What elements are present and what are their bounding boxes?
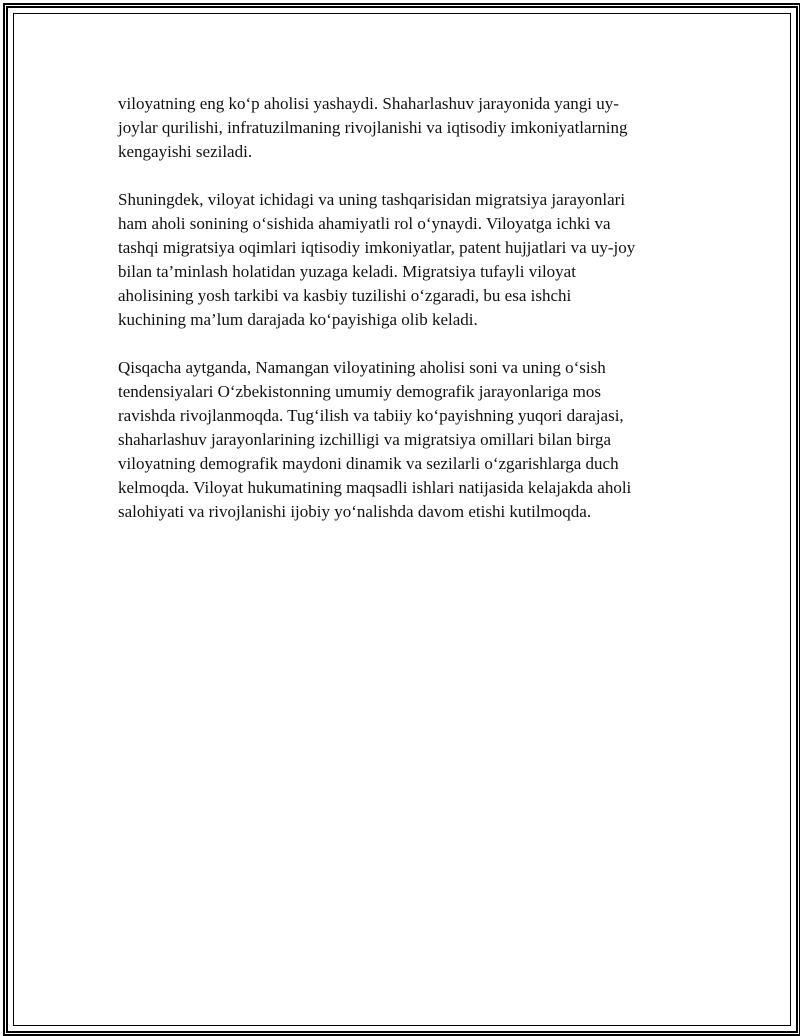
text-line: viloyatning eng ko‘p aholisi yashaydi. Shaharlashuv jarayonida yangi uy- bbox=[118, 94, 619, 113]
text-line: kelmoqda. Viloyat hukumatining maqsadli ishlari natijasida kelajakda aholi bbox=[118, 478, 632, 497]
text-line: Shuningdek, viloyat ichidagi va uning tashqarisidan migratsiya jarayonlari bbox=[118, 190, 626, 209]
text-line: kuchining ma’lum darajada ko‘payishiga olib keladi. bbox=[118, 310, 478, 329]
text-line: Qisqacha aytganda, Namangan viloyatining aholisi soni va uning o‘sish bbox=[118, 358, 606, 377]
text-line: tashqi migratsiya oqimlari iqtisodiy imkoniyatlar, patent hujjatlari va uy-joy bbox=[118, 238, 636, 257]
text-line: viloyatning demografik maydoni dinamik va sezilarli o‘zgarishlarga duch bbox=[118, 454, 619, 473]
text-line: bilan ta’minlash holatidan yuzaga keladi. Migratsiya tufayli viloyat bbox=[118, 262, 576, 281]
text-line: ham aholi sonining o‘sishida ahamiyatli rol o‘ynaydi. Viloyatga ichki va bbox=[118, 214, 611, 233]
paragraph-1 bbox=[118, 92, 690, 164]
text-line: aholisining yosh tarkibi va kasbiy tuzilishi o‘zgaradi, bu esa ishchi bbox=[118, 286, 572, 305]
text-line: joylar qurilishi, infratuzilmaning rivojlanishi va iqtisodiy imkoniyatlarning bbox=[118, 118, 628, 137]
text-line: salohiyati va rivojlanishi ijobiy yo‘nalishda davom etishi kutilmoqda. bbox=[118, 502, 592, 521]
document-body bbox=[118, 92, 690, 548]
text-line: shaharlashuv jarayonlarining izchilligi va migratsiya omillari bilan birga bbox=[118, 430, 612, 449]
paragraph-2 bbox=[118, 188, 690, 332]
paragraph-3 bbox=[118, 356, 690, 524]
text-line: ravishda rivojlanmoqda. Tug‘ilish va tabiiy ko‘payishning yuqori darajasi, bbox=[118, 406, 624, 425]
text-line: kengayishi seziladi. bbox=[118, 142, 253, 161]
text-line: tendensiyalari O‘zbekistonning umumiy demografik jarayonlariga mos bbox=[118, 382, 601, 401]
